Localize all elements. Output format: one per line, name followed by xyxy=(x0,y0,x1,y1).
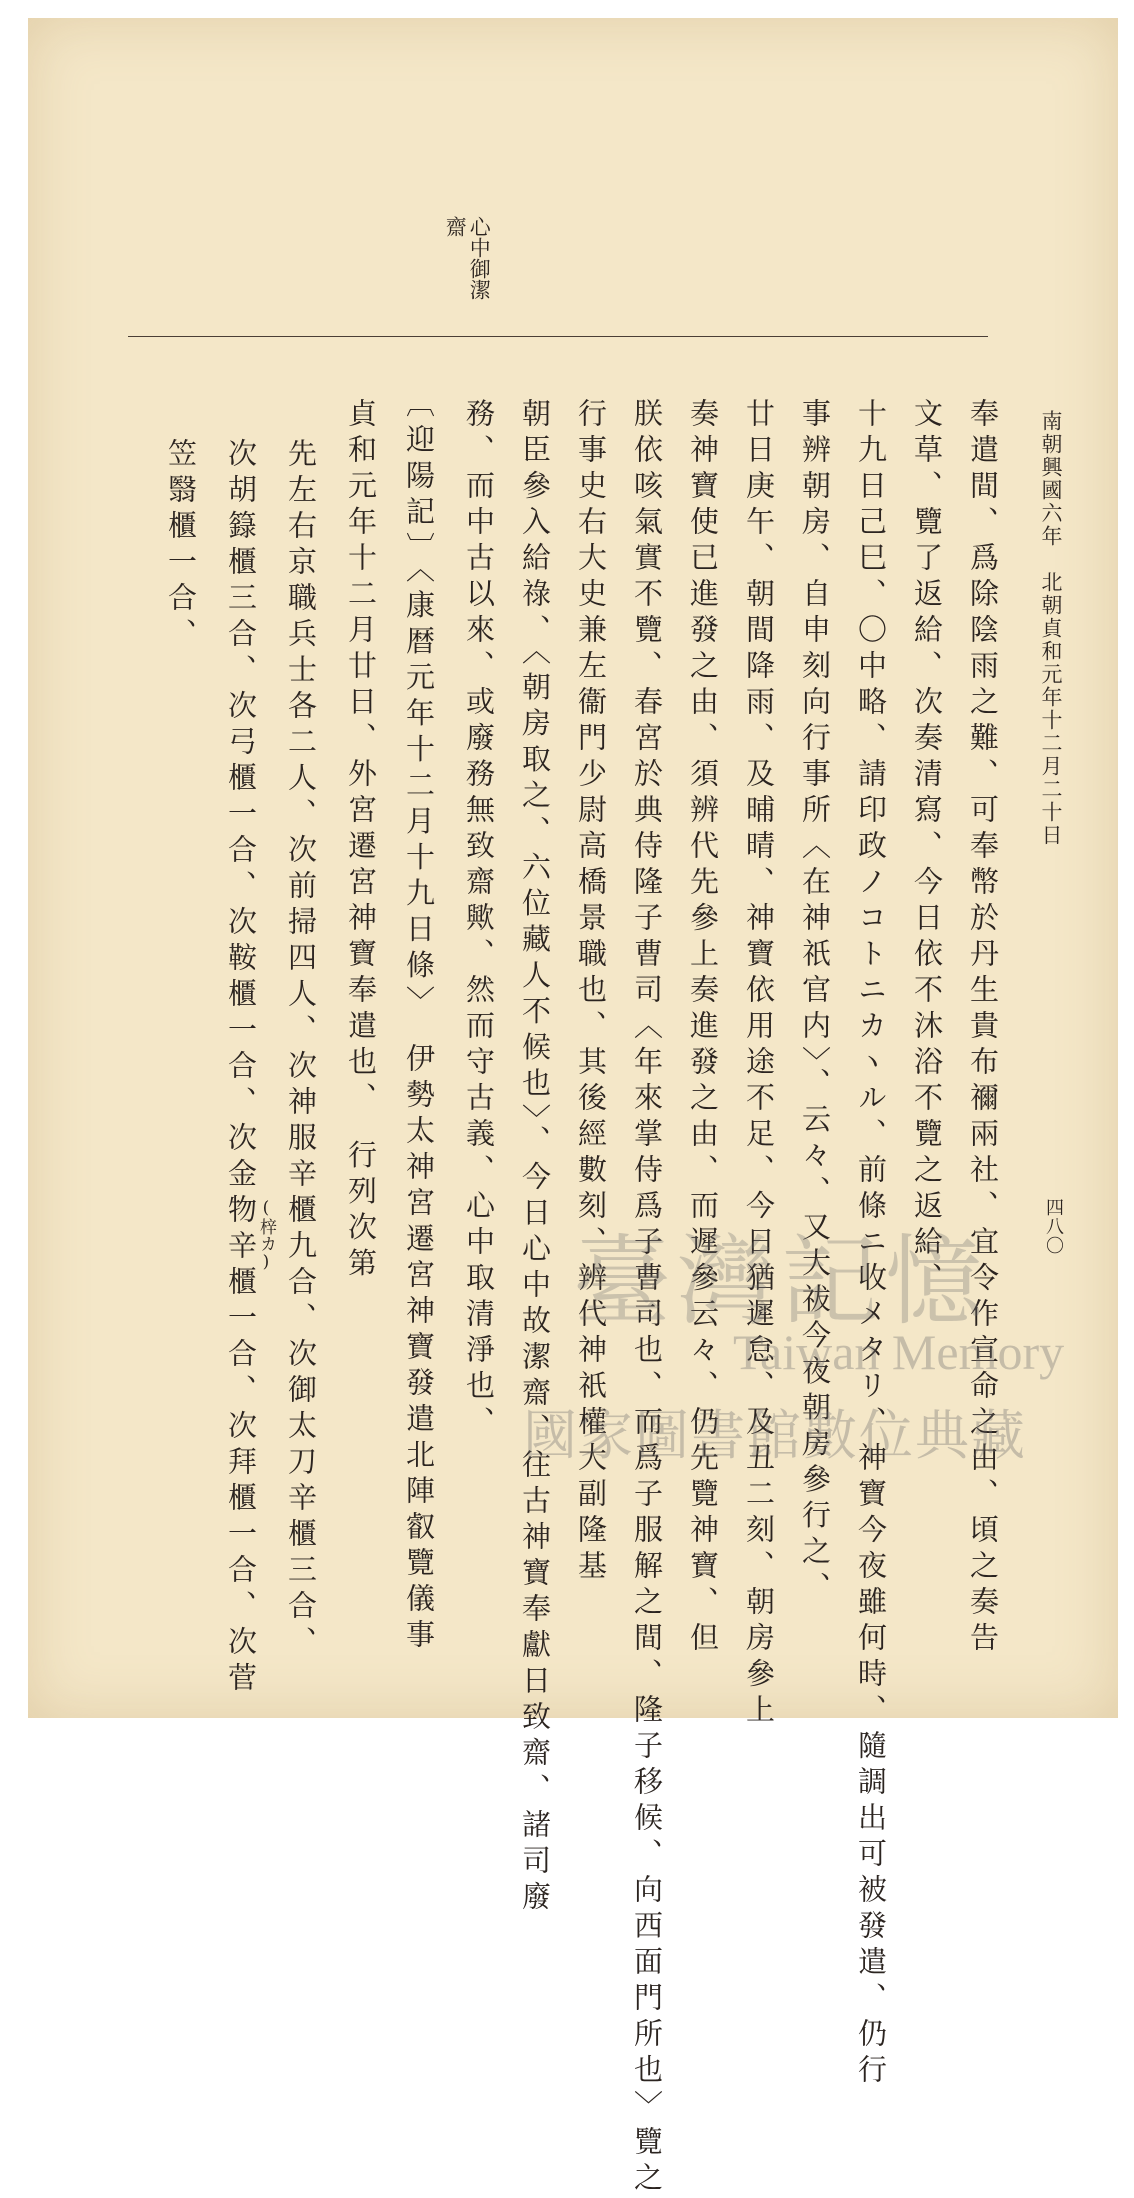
horizontal-rule xyxy=(128,336,988,337)
margin-note-line1: 心中御潔 xyxy=(467,216,492,300)
text-column-1: 奉遣間、爲除陰雨之難、可奉幣於丹生貴布禰兩社、宜令作宣命之由、頃之奏告 xyxy=(966,398,1000,1658)
text-column-11: 〔迎陽記〕〈康暦元年十二月十九日條〉 伊勢太神宮遷宮神寶發遣北陣叡覽儀事 xyxy=(402,388,436,1655)
page-number: 四八〇 xyxy=(1043,1198,1064,1255)
text-column-6: 奏神寶使已進發之由、須辨代先參上奏進發之由、而遲參云々、仍先覽神寶、但 xyxy=(686,398,720,1658)
text-column-10: 務、而中古以來、或廢務無致齋歟、然而守古義、心中取清淨也、 xyxy=(462,398,496,1442)
margin-note-line2: 齋 xyxy=(443,216,468,237)
watermark-chinese: 國家圖書館數位典藏 xyxy=(523,1404,1027,1467)
text-column-12: 貞和元年十二月廿日、外宮遷宮神寶奉遣也、 行列次第 xyxy=(344,398,378,1284)
inline-note: (梓カ) xyxy=(256,1198,276,1272)
text-column-3: 十九日己巳、〇中略、請印政ノコトニカヽル、前條ニ收メタリ、神寶今夜雖何時、隨調出可被發遣、仍行 xyxy=(854,398,888,2090)
document-page xyxy=(28,18,1118,2198)
text-column-9: 朝臣參入給祿、〈朝房取之、六位藏人不候也〉、今日心中故潔齋、往古神寶奉獻日致齋、諸司廢 xyxy=(518,398,552,1917)
text-column-4: 事辨朝房、自申刻向行事所〈在神祇官内〉、云々、又大祓今夜朝房參行之、 xyxy=(798,398,832,1608)
text-column-7: 朕依咳氣實不覽、春宮於典侍隆子曹司〈年來掌侍爲子曹司也、而爲子服解之間、隆子移候、向西面門所也〉覽之 xyxy=(630,398,664,2198)
running-title: 南朝興國六年 北朝貞和元年十二月二十日 xyxy=(1039,410,1063,847)
watermark-latin: Taiwan Memory xyxy=(733,1324,1065,1380)
text-column-2: 文草、覽了返給、次奏清寫、今日依不沐浴不覽之返給、 xyxy=(910,398,944,1298)
text-column-5: 廿日庚午、朝間降雨、及晡晴、神寶依用途不足、今日猶遲怠、及丑二刻、朝房參上 xyxy=(742,398,776,1730)
text-column-8: 行事史右大史兼左衞門少尉高橋景職也、其後經數刻、辨代神祇權大副隆基 xyxy=(574,398,608,1586)
text-column-13: 先左右京職兵士各二人、次前掃四人、次神服辛櫃九合、次御太刀辛櫃三合、 xyxy=(284,438,318,1662)
watermark-cursive: 臺灣記憶 xyxy=(573,1225,990,1339)
text-column-15: 笠翳櫃一合、 xyxy=(164,438,198,654)
text-column-14: 次胡籙櫃三合、次弓櫃一合、次鞍櫃一合、次金物辛櫃一合、次拜櫃一合、次菅 xyxy=(224,438,258,1698)
